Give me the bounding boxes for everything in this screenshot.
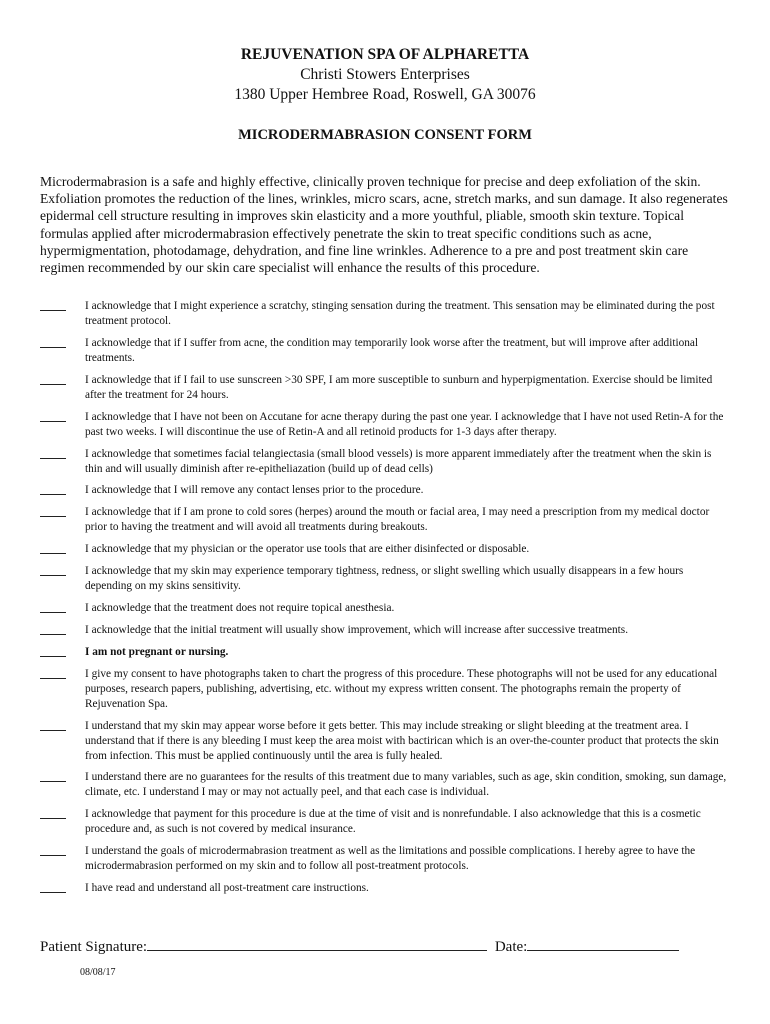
acknowledgement-text: I acknowledge that my skin may experience temporary tightness, redness, or slight swelling which usually disappears in a few hours depending on my skins sensitivity. xyxy=(85,565,684,593)
acknowledgement-item xyxy=(40,299,730,329)
initial-blank[interactable] xyxy=(40,507,66,517)
acknowledgement-text: I acknowledge that payment for this procedure is due at the time of visit and is nonrefundable. I also acknowledge that this is a cosmetic procedure and, as such is not covered by medical insurance. xyxy=(85,808,701,836)
acknowledgement-item xyxy=(40,336,730,366)
acknowledgement-item xyxy=(40,844,730,874)
revision-date: 08/08/17 xyxy=(80,967,116,978)
form-title: MICRODERMABRASION CONSENT FORM xyxy=(238,127,532,143)
intro-paragraph: Microdermabrasion is a safe and highly effective, clinically proven technique for precise and deep exfoliation of the skin. Exfoliation promotes the reduction of the lines, wrinkles, micro scars, acne, stretch marks, and sun damage. It also regenerates epidermal cell structure resulting in improves skin elasticity and a more youthful, pliable, smooth skin texture. Topical formulas applied after microdermabrasion effectively penetrate the skin to treat specific conditions such as acne, hypermigmentation, photodamage, dehydration, and fine line wrinkles. Adherence to a pre and post treatment skin care regimen recommended by our skin care specialist will enhance the results of this procedure. xyxy=(40,174,728,276)
date-label: Date: xyxy=(494,939,528,955)
acknowledgement-text: I acknowledge that I have not been on Accutane for acne therapy during the past one year. I acknowledge that I have not used Retin-A for the past two weeks. I will discontinue the use of Retin-A and all retinoid products for 1-3 days after therapy. xyxy=(85,410,724,438)
org-name: REJUVENATION SPA OF ALPHARETTA xyxy=(240,46,530,63)
acknowledgement-text: I give my consent to have photographs taken to chart the progress of this procedure. These photographs will not be used for any educational purposes, research papers, publishing, advertising, etc. without my express written consent. The photographs remain the property of Rejuvenation Spa. xyxy=(85,667,718,710)
acknowledgement-text: I acknowledge that if I suffer from acne, the condition may temporarily look worse after the treatment, but will improve after additional treatments. xyxy=(85,336,699,364)
acknowledgement-text: I acknowledge that my physician or the operator use tools that are either disinfected or disposable. xyxy=(85,543,530,556)
acknowledgement-text: I understand there are no guarantees for the results of this treatment due to many variables, such as age, skin condition, smoking, sun damage, climate, etc. I understand I may or may not actually peel, and that each case is individual. xyxy=(85,771,727,799)
initial-blank[interactable] xyxy=(40,603,66,613)
acknowledgement-text: I understand the goals of microdermabrasion treatment as well as the limitations and possible complications. I hereby agree to have the microdermabrasion performed on my skin and to follow all post-treatment protocols. xyxy=(85,845,696,873)
initial-blank[interactable] xyxy=(40,883,66,893)
signature-row xyxy=(40,936,730,957)
acknowledgement-item xyxy=(40,881,730,896)
acknowledgement-text: I acknowledge that sometimes facial telangiectasia (small blood vessels) is more apparent immediately after the treatment when the skin is thin and will usually diminish after re-epitheliazation (build up of dead cells) xyxy=(85,447,712,475)
initial-blank[interactable] xyxy=(40,412,66,422)
acknowledgement-text: I acknowledge that I will remove any contact lenses prior to the procedure. xyxy=(85,484,424,497)
acknowledgement-item xyxy=(40,623,730,638)
initial-blank[interactable] xyxy=(40,566,66,576)
patient-signature-label: Patient Signature: xyxy=(40,939,148,955)
acknowledgement-text: I have read and understand all post-treatment care instructions. xyxy=(85,882,369,895)
acknowledgement-item xyxy=(40,667,730,712)
initial-blank[interactable] xyxy=(40,772,66,782)
address: 1380 Upper Hembree Road, Roswell, GA 30076 xyxy=(234,86,536,103)
initial-blank[interactable] xyxy=(40,669,66,679)
acknowledgement-text: I acknowledge that if I fail to use sunscreen >30 SPF, I am more susceptible to sunburn and hyperpigmentation. Exercise should be limited after the treatment for 24 hours. xyxy=(85,373,713,401)
initial-blank[interactable] xyxy=(40,338,66,348)
acknowledgement-list xyxy=(40,299,730,903)
acknowledgement-text: I acknowledge that if I am prone to cold sores (herpes) around the mouth or facial area, I may need a prescription from my medical doctor prior to having the treatment and will avoid all treatments during breakouts. xyxy=(85,506,710,534)
initial-blank[interactable] xyxy=(40,485,66,495)
acknowledgement-item xyxy=(40,373,730,403)
initial-blank[interactable] xyxy=(40,721,66,731)
acknowledgement-item xyxy=(40,807,730,837)
initial-blank[interactable] xyxy=(40,375,66,385)
acknowledgement-text: I acknowledge that I might experience a scratchy, stinging sensation during the treatment. This sensation may be eliminated during the post treatment protocol. xyxy=(85,300,715,327)
acknowledgement-item xyxy=(40,542,730,557)
header xyxy=(0,45,770,105)
acknowledgement-item xyxy=(40,410,730,440)
initial-blank[interactable] xyxy=(40,647,66,657)
initial-blank[interactable] xyxy=(40,809,66,819)
acknowledgement-text: I acknowledge that the initial treatment will usually show improvement, which will increase after successive treatments. xyxy=(85,623,629,636)
acknowledgement-item xyxy=(40,719,730,764)
acknowledgement-text: I acknowledge that the treatment does not require topical anesthesia. xyxy=(85,602,395,615)
acknowledgement-item xyxy=(40,483,730,498)
acknowledgement-text: I understand that my skin may appear worse before it gets better. This may include streaking or slight bleeding at the treatment area. I understand that if there is any bleeding I must keep the area moist with bactirican which is an over-the-counter product that protects the skin from infection. This must be applied continuously until the area is fully healed. xyxy=(85,719,719,762)
acknowledgement-item xyxy=(40,770,730,800)
acknowledgement-text: I am not pregnant or nursing. xyxy=(85,645,229,658)
initial-blank[interactable] xyxy=(40,449,66,459)
enterprise-name: Christi Stowers Enterprises xyxy=(300,66,470,83)
initial-blank[interactable] xyxy=(40,301,66,311)
acknowledgement-item xyxy=(40,601,730,616)
initial-blank[interactable] xyxy=(40,544,66,554)
acknowledgement-item xyxy=(40,505,730,535)
initial-blank[interactable] xyxy=(40,625,66,635)
acknowledgement-item xyxy=(40,447,730,477)
date-field[interactable] xyxy=(527,936,679,951)
acknowledgement-item xyxy=(40,645,730,660)
acknowledgement-item xyxy=(40,564,730,594)
patient-signature-field[interactable] xyxy=(147,936,487,951)
initial-blank[interactable] xyxy=(40,846,66,856)
